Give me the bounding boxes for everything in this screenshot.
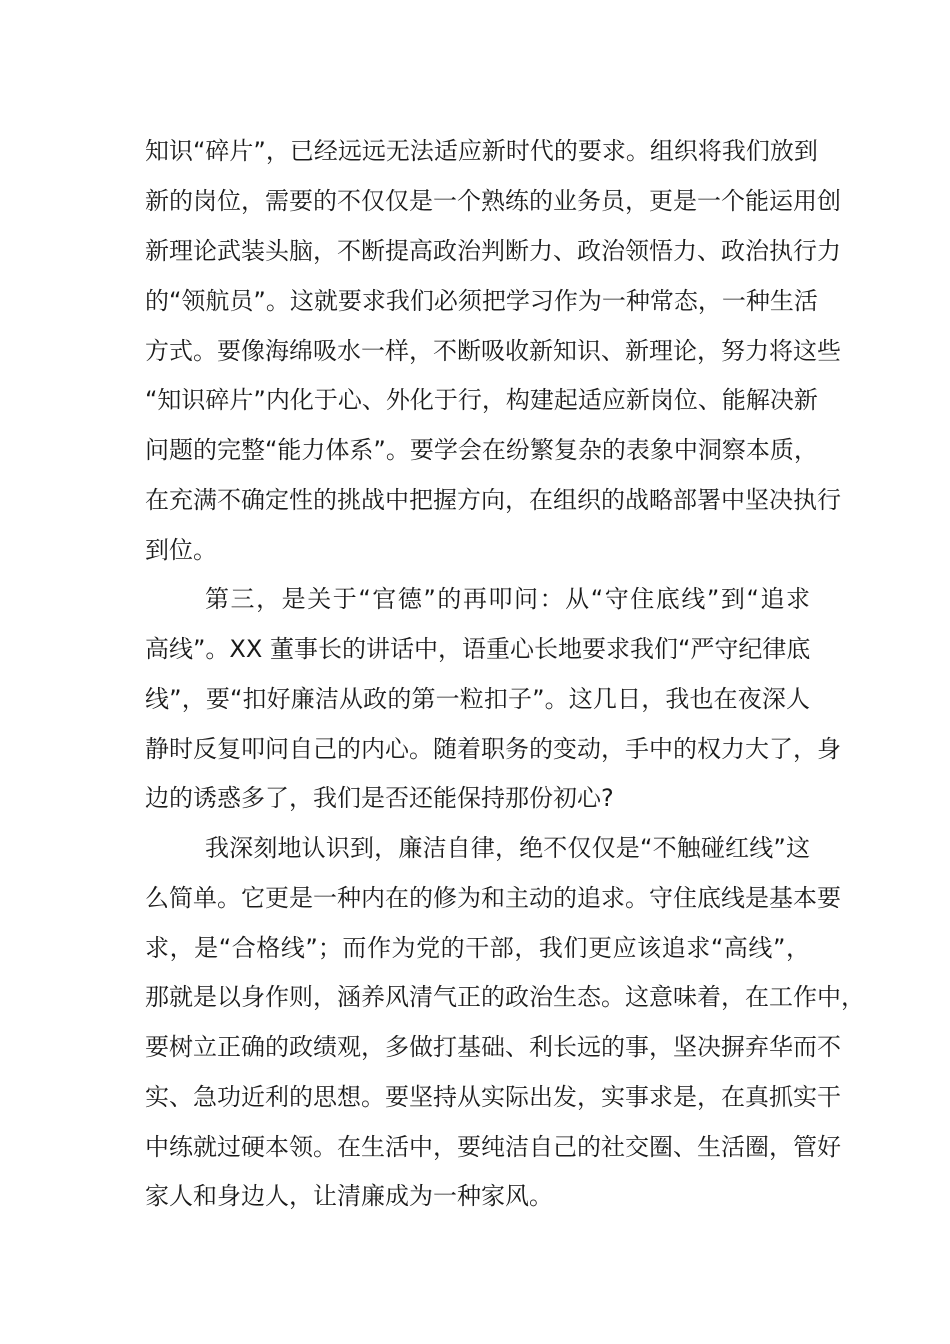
text-line: “知识碎片”内化于心、外化于行，构建起适应新岗位、能解决新 — [145, 386, 818, 414]
text-line: 那就是以身作则，涵养风清气正的政治生态。这意味着，在工作中， — [145, 983, 865, 1011]
text-line: 中练就过硬本领。在生活中，要纯洁自己的社交圈、生活圈，管好 — [145, 1133, 841, 1161]
text-line: 新的岗位，需要的不仅仅是一个熟练的业务员，更是一个能运用创 — [145, 187, 841, 215]
text-line: 实、急功近利的思想。要坚持从实际出发，实事求是，在真抓实干 — [145, 1083, 841, 1111]
text-line: 问题的完整“能力体系”。要学会在纷繁复杂的表象中洞察本质， — [145, 436, 818, 464]
text-line: 新理论武装头脑，不断提高政治判断力、政治领悟力、政治执行力 — [145, 237, 841, 265]
text-line: 么简单。它更是一种内在的修为和主动的追求。守住底线是基本要 — [145, 884, 841, 912]
text-line: 高线”。XX 董事长的讲话中，语重心长地要求我们“严守纪律底 — [145, 635, 811, 663]
paragraph-first-line: 我深刻地认识到，廉洁自律，绝不仅仅是“不触碰红线”这 — [205, 834, 810, 862]
text-line: 方式。要像海绵吸水一样，不断吸收新知识、新理论，努力将这些 — [145, 337, 841, 365]
text-line: 静时反复叩问自己的内心。随着职务的变动，手中的权力大了，身 — [145, 735, 841, 763]
text-line: 求，是“合格线”；而作为党的干部，我们更应该追求“高线”， — [145, 934, 810, 962]
paragraph-first-line: 第三，是关于“官德”的再叩问：从“守住底线”到“追求 — [205, 585, 810, 613]
text-line: 边的诱惑多了，我们是否还能保持那份初心? — [145, 784, 614, 812]
text-line: 到位。 — [145, 536, 217, 564]
text-line: 家人和身边人，让清廉成为一种家风。 — [145, 1182, 553, 1210]
text-line: 的“领航员”。这就要求我们必须把学习作为一种常态，一种生活 — [145, 287, 818, 315]
text-line: 线”，要“扣好廉洁从政的第一粒扣子”。这几日，我也在夜深人 — [145, 685, 810, 713]
text-line: 知识“碎片”，已经远远无法适应新时代的要求。组织将我们放到 — [145, 137, 818, 165]
text-line: 要树立正确的政绩观，多做打基础、利长远的事，坚决摒弃华而不 — [145, 1033, 841, 1061]
text-line: 在充满不确定性的挑战中把握方向，在组织的战略部署中坚决执行 — [145, 486, 841, 514]
